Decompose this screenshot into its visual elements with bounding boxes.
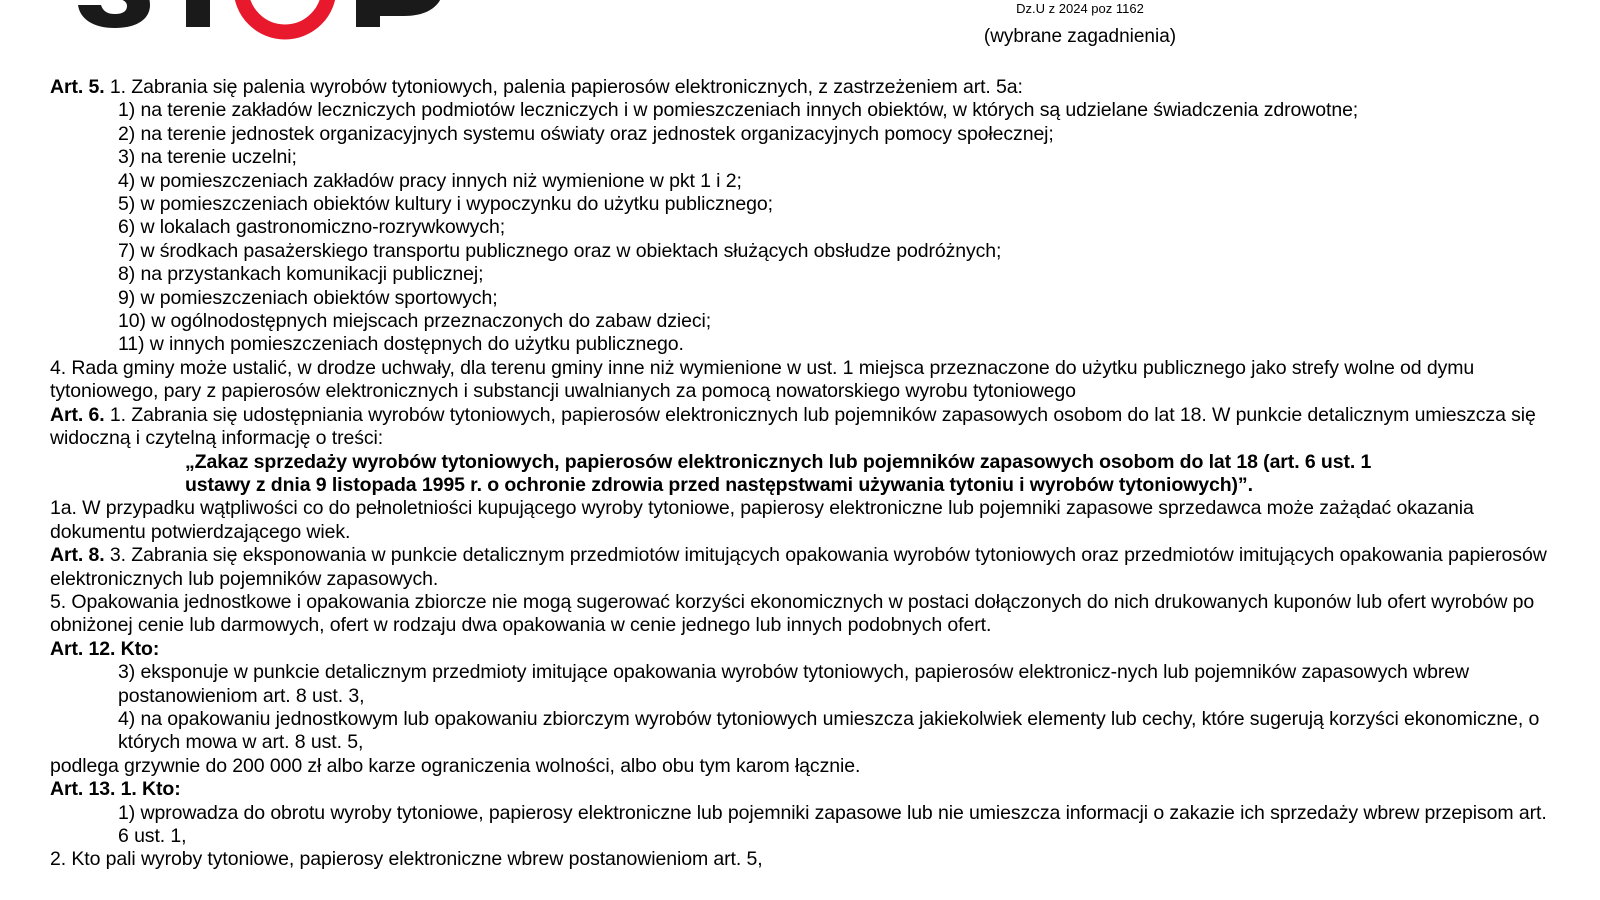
art13-ust2: 2. Kto pali wyroby tytoniowe, papierosy elektroniczne wbrew postanowieniom art. 5, bbox=[50, 848, 763, 871]
header-text-block bbox=[560, 0, 1600, 49]
list-item: 11) w innych pomieszczeniach dostępnych do użytku publicznego. bbox=[118, 333, 684, 356]
art5-lead-text: 1. Zabrania się palenia wyrobów tytoniowych, palenia papierosów elektronicznych, z zastrzeżeniem art. 5a: bbox=[104, 76, 1023, 98]
retail-notice-line-2: ustawy z dnia 9 listopada 1995 r. o ochronie zdrowia przed następstwami używania tytoniu i wyrobów tytoniowych)”. bbox=[185, 473, 1253, 496]
stop-logo bbox=[38, 0, 508, 50]
list-item: 1) wprowadza do obrotu wyroby tytoniowe, papierosy elektroniczne lub pojemniki zapasowe lub nie umieszcza informacji o zakazie ich sprzedaży wbrew przepisom art. 6 ust. 1, bbox=[118, 801, 1547, 847]
act-subtitle: (wybrane zagadnienia) bbox=[983, 26, 1177, 47]
art8-paragraph bbox=[50, 544, 1550, 591]
art5-lead bbox=[50, 76, 1550, 99]
art13-label: Art. 13. 1. Kto: bbox=[50, 778, 181, 801]
list-item: 7) w środkach pasażerskiego transportu publicznego oraz w obiektach służących obsłudze podróżnych; bbox=[118, 239, 1002, 262]
list-item: 8) na przystankach komunikacji publicznej; bbox=[118, 263, 484, 286]
art6-label: Art. 6. bbox=[50, 403, 105, 426]
art6-text: 1. Zabrania się udostępniania wyrobów tytoniowych, papierosów elektronicznych lub pojemników zapasowych osobom do lat 18. W punkcie detalicznym umieszcza się widoczną i czytelną informację o treści: bbox=[50, 403, 1536, 450]
art8-label: Art. 8. bbox=[50, 544, 105, 567]
art6-ust1a: 1a. W przypadku wątpliwości co do pełnoletniości kupującego wyroby tytoniowe, papierosy elektroniczne lub pojemniki zapasowe sprzedawca może zażądać okazania dokumentu potwierdzającego wiek. bbox=[50, 497, 1474, 543]
art5-ust4: 4. Rada gminy może ustalić, w drodze uchwały, dla terenu gminy inne niż wymienione w ust. 1 miejsca przeznaczone do użytku publicznego jako strefy wolne od dymu tytoniowego, pary z papierosów elektronicznych i substancji uwalnianych za pomocą nowatorskiego wyrobu tytoniowego bbox=[50, 356, 1475, 403]
document-header bbox=[0, 0, 1600, 68]
art12-label: Art. 12. Kto: bbox=[50, 637, 160, 660]
act-reference: Dz.U z 2024 poz 1162 bbox=[1016, 1, 1144, 16]
list-item: 4) w pomieszczeniach zakładów pracy innych niż wymienione w pkt 1 i 2; bbox=[118, 169, 742, 192]
list-item: 6) w lokalach gastronomiczno-rozrywkowych; bbox=[118, 216, 506, 239]
retail-notice-line-1: „Zakaz sprzedaży wyrobów tytoniowych, papierosów elektronicznych lub pojemników zapasowych osobom do lat 18 (art. 6 ust. 1 bbox=[185, 450, 1372, 473]
art8-text: 3. Zabrania się eksponowania w punkcie detalicznym przedmiotów imitujących opakowania wyrobów tytoniowych oraz przedmiotów imitujących opakowania papierosów elektronicznych lub pojemników zapasowych. bbox=[50, 544, 1547, 590]
list-item: 3) eksponuje w punkcie detalicznym przedmioty imitujące opakowania wyrobów tytoniowych, papierosów elektronicz-nych lub pojemników zapasowych wbrew postanowieniom art. 8 ust. 3, bbox=[118, 661, 1469, 707]
art5-label: Art. 5. bbox=[50, 76, 105, 98]
list-item: 5) w pomieszczeniach obiektów kultury i wypoczynku do użytku publicznego; bbox=[118, 193, 773, 216]
art6-paragraph bbox=[50, 404, 1550, 451]
list-item: 3) na terenie uczelni; bbox=[118, 146, 297, 169]
list-item: 10) w ogólnodostępnych miejscach przeznaczonych do zabaw dzieci; bbox=[118, 310, 712, 333]
document-body bbox=[50, 76, 1550, 872]
list-item: 4) na opakowaniu jednostkowym lub opakowaniu zbiorczym wyrobów tytoniowych umieszcza jakiekolwiek elementy lub cechy, które sugerują korzyści ekonomiczne, o których mowa w art. 8 ust. 5, bbox=[118, 707, 1540, 754]
list-item: 2) na terenie jednostek organizacyjnych systemu oświaty oraz jednostek organizacyjnych pomocy społecznej; bbox=[118, 122, 1054, 145]
list-item: 9) w pomieszczeniach obiektów sportowych; bbox=[118, 286, 498, 309]
art12-penalty: podlega grzywnie do 200 000 zł albo karze ograniczenia wolności, albo obu tym karom łącznie. bbox=[50, 754, 861, 777]
art8-ust5: 5. Opakowania jednostkowe i opakowania zbiorcze nie mogą sugerować korzyści ekonomicznych w postaci dołączonych do nich drukowanych kuponów lub ofert wyrobów po obniżonej cenie lub darmowych, ofert w rodzaju dwa opakowania w cenie jednego lub innych podobnych ofert. bbox=[50, 590, 1535, 637]
list-item: 1) na terenie zakładów leczniczych podmiotów leczniczych i w pomieszczeniach innych obiektów, w których są udzielane świadczenia zdrowotne; bbox=[118, 99, 1359, 122]
